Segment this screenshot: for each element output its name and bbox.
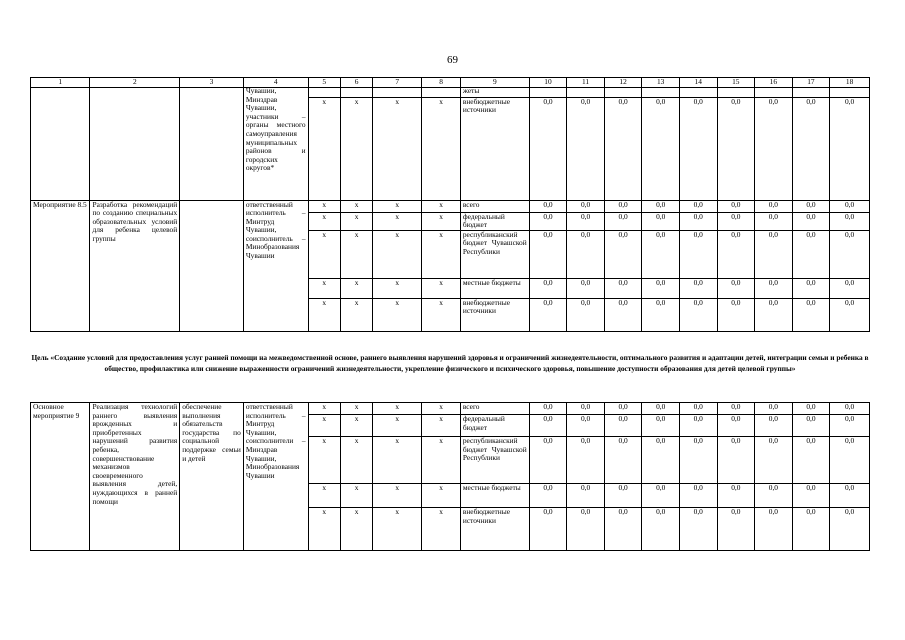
amount-cell: 0,0 xyxy=(529,212,567,230)
amount-cell: 0,0 xyxy=(755,230,793,278)
column-number-cell: 2 xyxy=(90,78,180,88)
amount-cell: 0,0 xyxy=(529,278,567,298)
column-number-cell: 4 xyxy=(243,78,308,88)
marker-cell: x xyxy=(308,484,340,508)
column-number-cell: 3 xyxy=(180,78,244,88)
amount-cell: 0,0 xyxy=(567,298,605,331)
amount-cell: 0,0 xyxy=(792,508,830,551)
column-number-cell: 11 xyxy=(567,78,605,88)
amount-cell: 0,0 xyxy=(604,200,642,212)
amount-cell: 0,0 xyxy=(717,298,755,331)
amount-cell: 0,0 xyxy=(604,403,642,415)
amount-cell: 0,0 xyxy=(679,415,717,437)
marker-cell: x xyxy=(308,200,340,212)
amount-cell: 0,0 xyxy=(604,437,642,484)
amount-cell: 0,0 xyxy=(679,230,717,278)
amount-cell: 0,0 xyxy=(604,298,642,331)
amount-cell: 0,0 xyxy=(642,212,680,230)
marker-cell: x xyxy=(422,97,461,200)
column-number-cell: 14 xyxy=(679,78,717,88)
amount-cell: 0,0 xyxy=(830,200,870,212)
amount-cell: 0,0 xyxy=(642,508,680,551)
amount-cell: 0,0 xyxy=(567,230,605,278)
executor-cell: ответственный исполнитель – Минтруд Чувашии, соисполнители – Минздрав Чувашии, Минобразования Чувашии xyxy=(243,403,308,551)
table-row xyxy=(31,200,870,212)
column-number-cell: 5 xyxy=(308,78,340,88)
marker-cell: x xyxy=(422,403,461,415)
amount-cell: 0,0 xyxy=(529,415,567,437)
amount-cell: 0,0 xyxy=(679,97,717,200)
amount-cell: 0,0 xyxy=(567,508,605,551)
funding-source-cell: всего xyxy=(460,200,529,212)
amount-cell: 0,0 xyxy=(830,278,870,298)
activity-number-cell: Основное мероприятие 9 xyxy=(31,403,90,551)
marker-cell: x xyxy=(308,298,340,331)
amount-cell: 0,0 xyxy=(642,298,680,331)
funding-source-cell: жеты xyxy=(460,87,529,97)
funding-source-cell: местные бюджеты xyxy=(460,278,529,298)
column-number-cell: 17 xyxy=(792,78,830,88)
amount-cell: 0,0 xyxy=(604,97,642,200)
marker-cell: x xyxy=(308,437,340,484)
marker-cell: x xyxy=(373,278,422,298)
funding-source-cell: федеральный бюджет xyxy=(460,212,529,230)
amount-cell: 0,0 xyxy=(529,484,567,508)
column-number-cell: 8 xyxy=(422,78,461,88)
marker-cell: x xyxy=(373,212,422,230)
amount-cell: 0,0 xyxy=(830,230,870,278)
marker-cell: x xyxy=(308,212,340,230)
amount-cell: 0,0 xyxy=(830,403,870,415)
table-row xyxy=(31,403,870,415)
amount-cell: 0,0 xyxy=(792,212,830,230)
amount-cell: 0,0 xyxy=(830,97,870,200)
amount-cell: 0,0 xyxy=(792,97,830,200)
marker-cell: x xyxy=(373,403,422,415)
funding-source-cell: республиканский бюджет Чувашской Республики xyxy=(460,230,529,278)
amount-cell: 0,0 xyxy=(567,97,605,200)
amount-cell xyxy=(642,87,680,97)
marker-cell: x xyxy=(308,230,340,278)
amount-cell: 0,0 xyxy=(679,437,717,484)
marker-cell: x xyxy=(340,484,372,508)
marker-cell: x xyxy=(373,415,422,437)
amount-cell xyxy=(679,87,717,97)
amount-cell: 0,0 xyxy=(717,230,755,278)
amount-cell: 0,0 xyxy=(792,278,830,298)
marker-cell: x xyxy=(373,298,422,331)
amount-cell: 0,0 xyxy=(717,437,755,484)
activity-task-cell xyxy=(180,200,244,331)
amount-cell xyxy=(567,87,605,97)
amount-cell: 0,0 xyxy=(604,230,642,278)
funding-source-cell: внебюджетные источники xyxy=(460,97,529,200)
amount-cell: 0,0 xyxy=(642,97,680,200)
amount-cell: 0,0 xyxy=(717,200,755,212)
marker-cell: x xyxy=(340,403,372,415)
column-number-cell: 12 xyxy=(604,78,642,88)
column-number-cell: 16 xyxy=(755,78,793,88)
amount-cell xyxy=(755,87,793,97)
marker-cell: x xyxy=(422,298,461,331)
marker-cell: x xyxy=(422,484,461,508)
amount-cell: 0,0 xyxy=(792,403,830,415)
marker-cell: x xyxy=(340,437,372,484)
amount-cell: 0,0 xyxy=(642,403,680,415)
amount-cell: 0,0 xyxy=(792,484,830,508)
column-number-cell: 13 xyxy=(642,78,680,88)
amount-cell: 0,0 xyxy=(755,212,793,230)
amount-cell: 0,0 xyxy=(529,97,567,200)
amount-cell: 0,0 xyxy=(529,403,567,415)
column-number-cell: 18 xyxy=(830,78,870,88)
amount-cell: 0,0 xyxy=(642,200,680,212)
amount-cell: 0,0 xyxy=(755,97,793,200)
marker-cell: x xyxy=(308,278,340,298)
funding-source-cell: внебюджетные источники xyxy=(460,508,529,551)
amount-cell: 0,0 xyxy=(755,298,793,331)
amount-cell: 0,0 xyxy=(717,484,755,508)
amount-cell: 0,0 xyxy=(755,437,793,484)
marker-cell: x xyxy=(340,415,372,437)
amount-cell: 0,0 xyxy=(567,437,605,484)
empty-cell xyxy=(90,87,180,200)
marker-cell: x xyxy=(373,97,422,200)
amount-cell: 0,0 xyxy=(792,415,830,437)
marker-cell: x xyxy=(373,437,422,484)
amount-cell: 0,0 xyxy=(679,278,717,298)
marker-cell: x xyxy=(373,230,422,278)
amount-cell: 0,0 xyxy=(529,200,567,212)
amount-cell: 0,0 xyxy=(604,212,642,230)
column-number-cell: 7 xyxy=(373,78,422,88)
column-number-cell: 15 xyxy=(717,78,755,88)
amount-cell: 0,0 xyxy=(642,278,680,298)
column-number-cell: 6 xyxy=(340,78,372,88)
marker-cell: x xyxy=(340,200,372,212)
funding-source-cell: всего xyxy=(460,403,529,415)
executor-cell: ответственный исполнитель – Минтруд Чувашии, соисполнитель – Минобразования Чувашии xyxy=(243,200,308,331)
amount-cell: 0,0 xyxy=(679,200,717,212)
amount-cell xyxy=(792,87,830,97)
amount-cell: 0,0 xyxy=(529,508,567,551)
executor-cell: Чувашии, Минздрав Чувашии, участники – органы местного самоуправления муниципальных районов и городских округов* xyxy=(243,87,308,200)
program-table-continuation xyxy=(30,87,870,332)
amount-cell: 0,0 xyxy=(717,415,755,437)
marker-cell: x xyxy=(422,212,461,230)
amount-cell: 0,0 xyxy=(642,415,680,437)
amount-cell: 0,0 xyxy=(717,403,755,415)
amount-cell: 0,0 xyxy=(830,298,870,331)
activity-number-cell: Мероприятие 8.5 xyxy=(31,200,90,331)
amount-cell: 0,0 xyxy=(567,415,605,437)
funding-source-cell: внебюджетные источники xyxy=(460,298,529,331)
amount-cell: 0,0 xyxy=(642,484,680,508)
marker-cell: x xyxy=(340,97,372,200)
column-number-cell: 9 xyxy=(460,78,529,88)
amount-cell xyxy=(604,87,642,97)
marker-cell: x xyxy=(340,508,372,551)
marker-cell: x xyxy=(340,298,372,331)
amount-cell: 0,0 xyxy=(755,200,793,212)
program-table-goal-section xyxy=(30,402,870,551)
marker-cell: x xyxy=(340,212,372,230)
marker-cell: x xyxy=(422,437,461,484)
amount-cell: 0,0 xyxy=(679,484,717,508)
amount-cell: 0,0 xyxy=(567,212,605,230)
marker-cell: x xyxy=(340,230,372,278)
amount-cell: 0,0 xyxy=(642,437,680,484)
table-row xyxy=(31,87,870,97)
funding-source-cell: федеральный бюджет xyxy=(460,415,529,437)
goal-heading: Цель «Создание условий для предоставления услуг ранней помощи на межведомственной основе, раннего выявления нарушений здоровья и ограничений жизнедеятельности, оптимального развития и адаптации детей, интеграции семьи и ребенка в общество, профилактика или снижение выраженности ограничений жизнедеятельности, укрепление физического и психического здоровья, повышение доступности образования для детей целевой группы» xyxy=(31,353,869,373)
amount-cell: 0,0 xyxy=(679,298,717,331)
amount-cell: 0,0 xyxy=(604,508,642,551)
marker-cell: x xyxy=(308,403,340,415)
amount-cell: 0,0 xyxy=(529,230,567,278)
marker-cell: x xyxy=(340,278,372,298)
amount-cell: 0,0 xyxy=(567,200,605,212)
marker-cell: x xyxy=(422,415,461,437)
amount-cell: 0,0 xyxy=(529,437,567,484)
amount-cell: 0,0 xyxy=(604,484,642,508)
activity-task-cell: обеспечение выполнения обязательств государства по социальной поддержке семьи и детей xyxy=(180,403,244,551)
marker-cell xyxy=(340,87,372,97)
amount-cell: 0,0 xyxy=(755,508,793,551)
empty-cell xyxy=(180,87,244,200)
marker-cell: x xyxy=(422,230,461,278)
amount-cell: 0,0 xyxy=(792,437,830,484)
amount-cell: 0,0 xyxy=(604,278,642,298)
empty-cell xyxy=(31,87,90,200)
marker-cell: x xyxy=(308,508,340,551)
marker-cell: x xyxy=(373,484,422,508)
amount-cell: 0,0 xyxy=(792,298,830,331)
marker-cell: x xyxy=(373,508,422,551)
amount-cell: 0,0 xyxy=(830,212,870,230)
amount-cell: 0,0 xyxy=(717,278,755,298)
amount-cell: 0,0 xyxy=(830,437,870,484)
amount-cell: 0,0 xyxy=(792,200,830,212)
amount-cell: 0,0 xyxy=(567,484,605,508)
amount-cell: 0,0 xyxy=(755,278,793,298)
marker-cell: x xyxy=(308,415,340,437)
amount-cell: 0,0 xyxy=(755,484,793,508)
amount-cell: 0,0 xyxy=(642,230,680,278)
marker-cell: x xyxy=(422,200,461,212)
page-number: 69 xyxy=(447,54,458,66)
amount-cell xyxy=(830,87,870,97)
marker-cell: x xyxy=(422,278,461,298)
amount-cell: 0,0 xyxy=(755,415,793,437)
activity-name-cell: Реализация технологий раннего выявления врожденных и приобретенных нарушений развития ребенка, совершенствование механизмов своевременного выявления детей, нуждающихся в ранней помощи xyxy=(90,403,180,551)
marker-cell xyxy=(308,87,340,97)
amount-cell: 0,0 xyxy=(679,212,717,230)
amount-cell: 0,0 xyxy=(717,212,755,230)
amount-cell: 0,0 xyxy=(755,403,793,415)
amount-cell: 0,0 xyxy=(830,508,870,551)
amount-cell: 0,0 xyxy=(567,403,605,415)
amount-cell: 0,0 xyxy=(679,508,717,551)
amount-cell: 0,0 xyxy=(717,97,755,200)
marker-cell: x xyxy=(308,97,340,200)
amount-cell: 0,0 xyxy=(567,278,605,298)
marker-cell xyxy=(422,87,461,97)
marker-cell: x xyxy=(422,508,461,551)
amount-cell: 0,0 xyxy=(830,484,870,508)
amount-cell xyxy=(717,87,755,97)
marker-cell: x xyxy=(373,200,422,212)
amount-cell: 0,0 xyxy=(717,508,755,551)
column-number-cell: 1 xyxy=(31,78,90,88)
activity-name-cell: Разработка рекомендаций по созданию специальных образовательных условий для ребенка целевой группы xyxy=(90,200,180,331)
amount-cell: 0,0 xyxy=(830,415,870,437)
amount-cell: 0,0 xyxy=(529,298,567,331)
amount-cell: 0,0 xyxy=(792,230,830,278)
funding-source-cell: республиканский бюджет Чувашской Республики xyxy=(460,437,529,484)
marker-cell xyxy=(373,87,422,97)
amount-cell xyxy=(529,87,567,97)
column-number-cell: 10 xyxy=(529,78,567,88)
funding-source-cell: местные бюджеты xyxy=(460,484,529,508)
amount-cell: 0,0 xyxy=(679,403,717,415)
amount-cell: 0,0 xyxy=(604,415,642,437)
